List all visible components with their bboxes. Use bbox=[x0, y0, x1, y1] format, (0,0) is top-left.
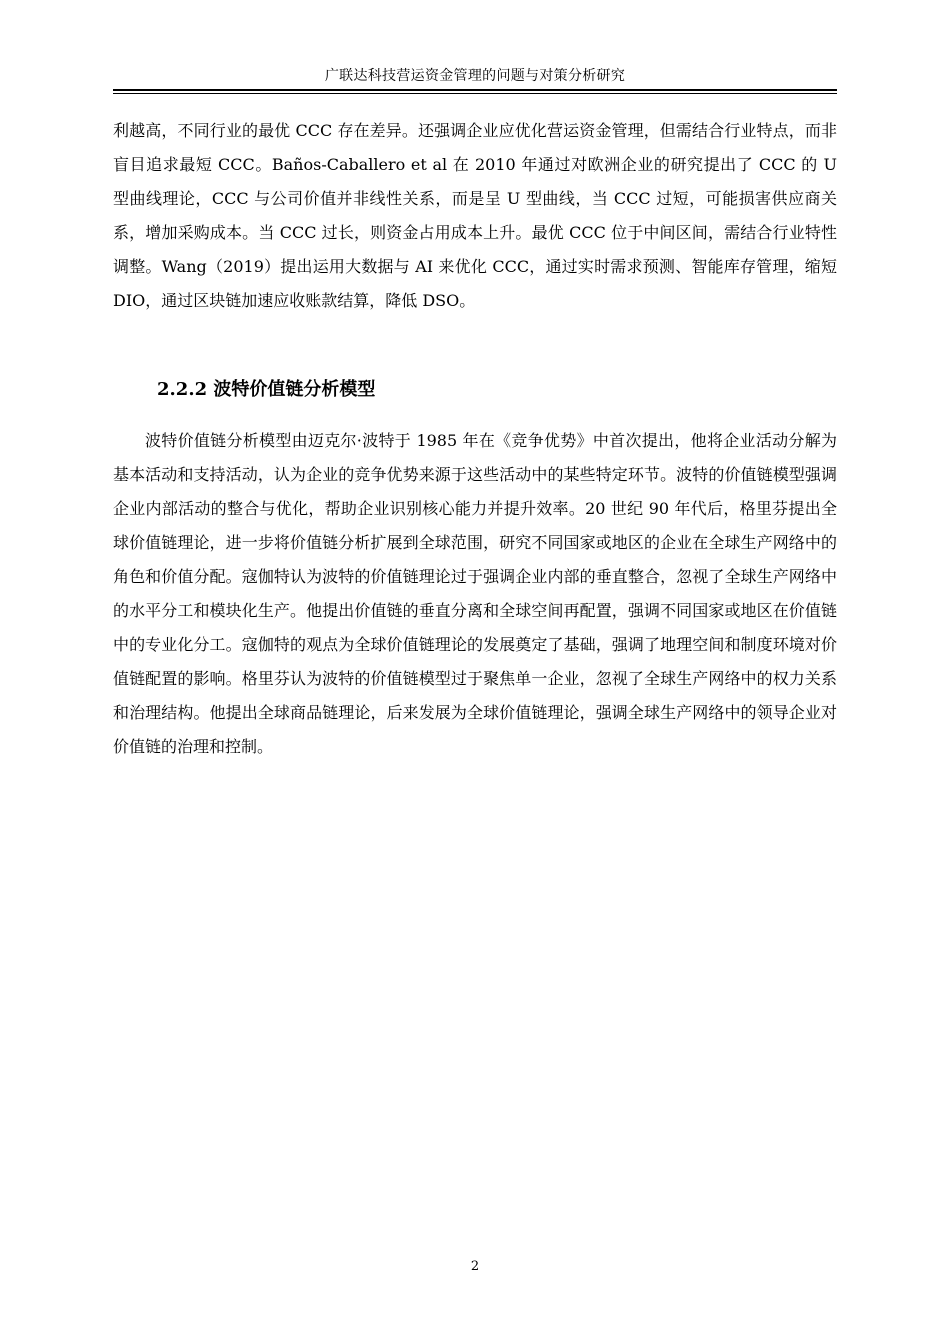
header-rule-thin bbox=[113, 93, 837, 94]
paragraph-value-chain: 波特价值链分析模型由迈克尔·波特于 1985 年在《竞争优势》中首次提出，他将企业活动分解为基本活动和支持活动，认为企业的竞争优势来源于这些活动中的某些特定环节。波特的价值链模型强调企业内部活动的整合与优化，帮助企业识别核心能力并提升效率。20 世纪 90 年代后，格里芬提出全球价值链理论，进一步将价值链分析扩展到全球范围，研究不同国家或地区的企业在全球生产网络中的角色和价值分配。寇伽特认为波特的价值链理论过于强调企业内部的垂直整合，忽视了全球生产网络中的水平分工和模块化生产。他提出价值链的垂直分离和全球空间再配置，强调不同国家或地区在价值链中的专业化分工。寇伽特的观点为全球价值链理论的发展奠定了基础，强调了地理空间和制度环境对价值链配置的影响。格里芬认为波特的价值链模型过于聚焦单一企业，忽视了全球生产网络中的权力关系和治理结构。他提出全球商品链理论，后来发展为全球价值链理论，强调全球生产网络中的领导企业对价值链的治理和控制。 bbox=[113, 431, 837, 756]
paragraph-ccc-continuation: 利越高，不同行业的最优 CCC 存在差异。还强调企业应优化营运资金管理，但需结合行业特点，而非盲目追求最短 CCC。Baños-Caballero et al 在 2010 年通过对欧洲企业的研究提出了 CCC 的 U 型曲线理论，CCC 与公司价值并非线性关系，而是呈 U 型曲线，当 CCC 过短，可能损害供应商关系，增加采购成本。当 CCC 过长，则资金占用成本上升。最优 CCC 位于中间区间，需结合行业特性调整。Wang（2019）提出运用大数据与 AI 来优化 CCC，通过实时需求预测、智能库存管理，缩短 DIO，通过区块链加速应收账款结算，降低 DSO。 bbox=[113, 121, 837, 310]
running-header: 广联达科技营运资金管理的问题与对策分析研究 bbox=[324, 68, 626, 84]
header-rule-thick bbox=[113, 89, 837, 91]
page-number: 2 bbox=[470, 1259, 480, 1274]
section-heading: 2.2.2 波特价值链分析模型 bbox=[157, 379, 376, 400]
